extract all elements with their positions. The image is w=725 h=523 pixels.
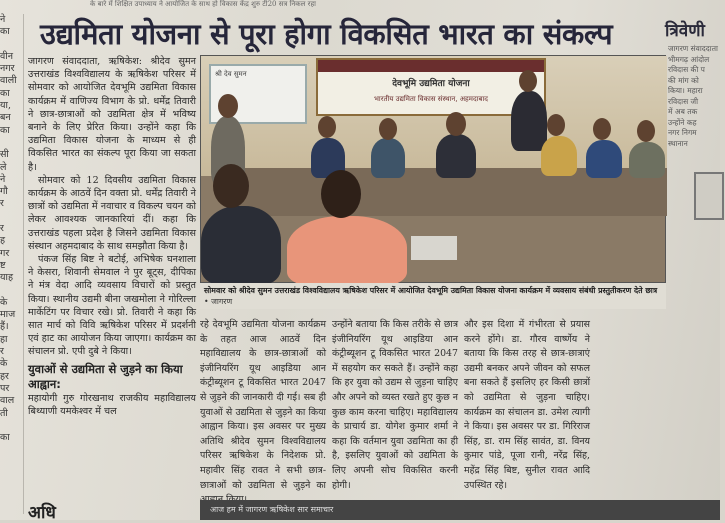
caption-credit: जागरण	[211, 297, 233, 306]
photo-person-head	[446, 112, 466, 136]
right-column-line: जागरण संवाददाता	[668, 44, 718, 53]
left-column-word: माज	[0, 309, 16, 321]
banner-band	[318, 60, 544, 72]
photo-caption: सोमवार को श्रीदेव सुमन उत्तराखंड विश्वविद्यालय ऋषिकेश परिसर में आयोजित देवभूमि उद्यमिता विकास योजना कार्यक्रम में व्यवसाय संबंधी प्रस्तुतीकरण देते छात्र • जागरण	[200, 283, 666, 309]
left-column-word: सी	[0, 149, 9, 161]
left-column-word: के	[0, 296, 8, 308]
left-column-word: ने	[0, 14, 6, 25]
left-column-word	[0, 285, 23, 297]
left-column-word: र	[0, 198, 4, 210]
left-column-word: र	[0, 346, 4, 358]
left-column-word	[0, 211, 23, 223]
left-column-word	[0, 420, 23, 432]
photo-person-head	[218, 94, 238, 118]
right-column-line: नगर निगम	[668, 128, 697, 137]
right-column-box	[694, 172, 724, 220]
left-column-word: गर	[0, 247, 10, 259]
photo-person	[511, 91, 547, 151]
top-strip-text: के बारे में शिक्षित उपाध्याय ने आयोजित के साथ हो विकास केंद्र शुरु टी20 सत्र निकल रहा	[90, 0, 316, 8]
banner-line-1: देवभूमि उद्यमिता योजना	[392, 79, 470, 89]
bottom-bar-text: आज हम में जागरण ऋषिकेश सार समाचार	[210, 505, 334, 514]
photo-person-head	[547, 114, 565, 136]
article-photo	[200, 55, 666, 283]
left-column-word: वाल	[0, 395, 15, 407]
article-column-4: और इस दिशा में गंभीरता से प्रयास करने होंगे। डा. गौरव वार्ष्णेय ने बताया कि किस तरह से छात्र-छात्राएं उद्यमी बनकर अपने जीवन को सफल बना सकते हैं इसलिए हर किसी छात्रों को उद्यमिता से जुड़ना चाहिए। कार्यक्रम का संचालन डा. उमेश त्यागी ने किया। इस अवसर पर डा. गिरिराज सिंह, डा. राम सिंह सावंत, डा. विनय कुमार पांडे, पूजा रानी, नरेंद्र सिंह, महेंद्र सिंह बिष्ट, सुनील रावत आदि उपस्थित रहे।	[464, 319, 590, 491]
right-column-line: की मांग को	[668, 75, 699, 85]
photo-person-head	[213, 164, 249, 208]
article-lower-columns	[200, 318, 720, 496]
left-column-word: का	[0, 87, 10, 99]
right-column-line: में अब तक	[668, 107, 698, 116]
left-column-fragment	[0, 14, 24, 514]
left-column-word: ह	[0, 235, 6, 247]
photo-person	[629, 142, 665, 178]
left-column-word: ष्ट	[0, 259, 6, 271]
left-column-word	[0, 39, 23, 51]
right-column-line: स्थानान	[668, 138, 688, 148]
bottom-dark-bar	[200, 500, 720, 520]
photo-person-foreground	[287, 216, 407, 286]
left-column-word: गौ	[0, 186, 8, 198]
article-paragraph: जागरण संवाददाता, ऋषिकेश: श्रीदेव सुमन उत्तराखंड विश्वविद्यालय के ऋषिकेश परिसर में सोमवार को आयोजित देवभूमि उद्यमिता विकास कार्यक्रम में वाणिज्य विभाग के प्रो. धर्मेंद्र तिवारी ने छात्र-छात्राओं को उद्यमिता क्षेत्र में भविष्य बनाने के लिए प्रेरित किया। उन्होंने कहा कि उद्यमिता विकास योजना के माध्यम से ही विकसित भारत का संकल्प पूरा किया जा सकता है।	[28, 56, 196, 173]
right-column-line: भीमगढ़ आंदोल	[668, 54, 710, 64]
photo-person-head	[519, 70, 537, 92]
left-column-word: वीन	[0, 50, 14, 62]
caption-text: सोमवार को श्रीदेव सुमन उत्तराखंड विश्वविद्यालय ऋषिकेश परिसर में आयोजित देवभूमि उद्यमिता विकास योजना कार्यक्रम में व्यवसाय संबंधी प्रस्तुतीकरण देते छात्र	[204, 286, 658, 295]
article-subheading: युवाओं से उद्यमिता से जुड़ने का किया आह्वान:	[28, 361, 183, 391]
left-column-word: याह	[0, 272, 14, 284]
left-column-word: नगर	[0, 63, 15, 75]
left-column-word: हर	[0, 370, 9, 382]
article-column-1	[28, 55, 196, 515]
photo-person	[541, 136, 577, 176]
article-paragraph: महायोगी गुरु गोरखनाथ राजकीय महाविद्यालय बिथ्याणी यमकेश्वर में चल	[28, 392, 196, 417]
left-column-word: ती	[0, 407, 8, 419]
left-column-word: का	[0, 124, 10, 136]
left-column-word: का	[0, 26, 10, 38]
right-column-line: उन्होंने कह	[668, 117, 697, 127]
left-column-word: बन	[0, 112, 11, 124]
left-column-word: के	[0, 358, 8, 370]
photo-person-head	[379, 118, 397, 140]
photo-person-head	[318, 116, 336, 138]
article-paragraph: सोमवार को 12 दिवसीय उद्यमिता विकास कार्यक्रम के आठवें दिन वक्ता प्रो. धर्मेंद्र तिवारी ने छात्रों को उद्यमिता में नवाचार व विकल्प चयन को लेकर आवश्यक जानकारियां दीं। कहा कि उत्तराखंड पहला प्रदेश है जिसने उद्यमिता विकास संस्थान अहमदाबाद के साथ समझौता किया है।	[28, 174, 196, 252]
bottom-headline-fragment: अधि	[28, 503, 56, 523]
left-column-word: हैं।	[0, 321, 9, 333]
photo-person	[586, 140, 622, 178]
photo-person-head	[593, 118, 611, 140]
right-article-headline: त्रिवेणी	[665, 21, 705, 41]
photo-person	[436, 134, 476, 178]
left-column-word: का	[0, 432, 10, 444]
right-column-line: रविदास जी	[668, 96, 699, 106]
right-column-line: रविदास की प	[668, 65, 705, 74]
left-column-word	[0, 137, 23, 149]
left-column-word: र	[0, 223, 4, 235]
left-column-word: वाली	[0, 75, 17, 87]
left-column-word: हा	[0, 333, 8, 345]
board-text: श्री देव सुमन	[215, 70, 247, 78]
banner-line-2: भारतीय उद्यमिता विकास संस्थान, अहमदाबाद	[373, 95, 489, 103]
photo-person-foreground	[201, 206, 281, 284]
photo-person-head	[321, 170, 361, 218]
photo-person	[371, 138, 405, 178]
photo-person-head	[637, 120, 655, 142]
left-column-word: ले	[0, 161, 7, 173]
left-column-word: या,	[0, 100, 11, 112]
photo-laptop	[411, 236, 457, 260]
article-paragraph: पंकज सिंह बिष्ट ने बटोई, अभिषेक घनशाला ने केसरा, शिवानी सेमवाल ने पुर बूट्स, दीपिका ने मंत्र वेदा आदि व्यवसाय विचारों को प्रस्तुत किया। स्थानीय उद्यमी बीना जखमोला ने गोरिल्ला मार्केटिंग पर विचार रखे। प्रो. तिवारी ने कहा कि सात मार्च को विवि ऋषिकेश परिसर में प्रदर्शनी एवं हाट का आयोजन किया जाएगा। कार्यक्रम का संचालन प्रो. एपी दुबे ने किया।	[28, 254, 196, 358]
left-column-word: पर	[0, 382, 10, 394]
article-headline: उद्यमिता योजना से पूरा होगा विकसित भारत का संकल्प	[40, 17, 613, 51]
article-column-2: रहे देवभूमि उद्यमिता योजना कार्यक्रम के तहत आज आठवें दिन महाविद्यालय के छात्र-छात्राओं को इंजीनियरिंग यूथ आइडिया आन कंट्रीब्यूशन टू विकसित भारत 2047 से जुड़ने की जानकारी दी गई। सब ही युवाओं से उद्यमिता से जुड़ने का किया आह्वान किया। इस अवसर पर मुख्य अतिथि श्रीदेव सुमन विश्वविद्यालय परिसर ऋषिकेश के निदेशक प्रो. महावीर सिंह रावत ने सभी छात्र-छात्राओं को उद्यमिता से जुड़ने का	[200, 319, 326, 491]
left-column-word: ने	[0, 173, 6, 185]
right-column-line: किया। महारा	[668, 86, 703, 95]
article-column-3: उन्होंने बताया कि किस तरीके से छात्र इंजीनियरिंग यूथ आइडिया आन कंट्रीब्यूशन टू विकसित भारत 2047 में सहयोग कर सकते हैं। उन्होंने कहा कि हर युवा को उद्यम से जुड़ना चाहिए और अपने को व्यस्त रखते हुए कुछ न कुछ काम करना चाहिए। महाविद्यालय के प्राचार्य डा. योगेश कुमार शर्मा ने कहा कि वर्तमान युवा उद्यमिता का ही है, इसलिए युवाओं को उद्यमिता के लिए अपनी सोच विकसित करनी होगी।	[332, 319, 458, 491]
